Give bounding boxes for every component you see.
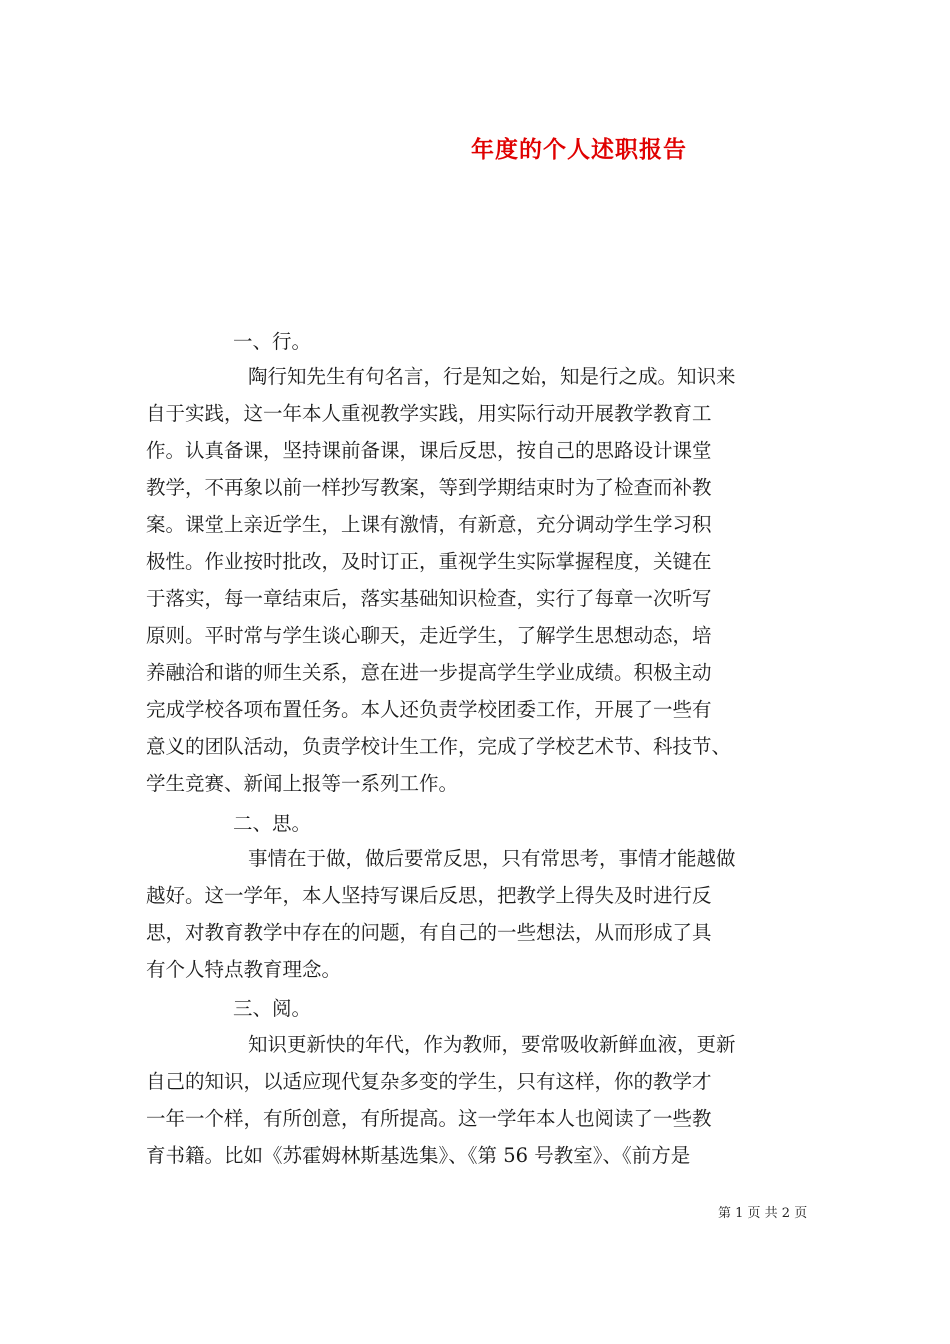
section-paragraph-2 [146,840,836,988]
paragraph-line: 教学，不再象以前一样抄写教案，等到学期结束时为了检查而补教 [146,476,712,499]
paragraph-line: 意义的团队活动，负责学校计生工作，完成了学校艺术节、科技节、 [146,735,732,758]
paragraph-line: 于落实，每一章结束后，落实基础知识检查，实行了每章一次听写 [146,587,712,610]
paragraph-line: 原则。平时常与学生谈心聊天，走近学生，了解学生思想动态，培 [146,624,712,647]
paragraph-line: 自于实践，这一年本人重视教学实践，用实际行动开展教学教育工 [146,402,712,425]
page-number-footer: 第 1 页 共 2 页 [718,1206,808,1221]
paragraph-line: 一年一个样，有所创意，有所提高。这一学年本人也阅读了一些教 [146,1107,712,1130]
paragraph-line: 案。课堂上亲近学生，上课有激情，有新意，充分调动学生学习积 [146,513,712,536]
paragraph-line: 极性。作业按时批改，及时订正，重视学生实际掌握程度，关键在 [146,550,712,573]
paragraph-line: 越好。这一学年，本人坚持写课后反思，把教学上得失及时进行反 [146,884,712,907]
paragraph-line: 事情在于做，做后要常反思，只有常思考，事情才能越做 [248,847,736,870]
section-heading-1: 一、行。 [233,330,312,353]
paragraph-line: 完成学校各项布置任务。本人还负责学校团委工作，开展了一些有 [146,698,712,721]
paragraph-line: 作。认真备课，坚持课前备课，课后反思，按自己的思路设计课堂 [146,439,712,462]
paragraph-line: 学生竞赛、新闻上报等一系列工作。 [146,772,459,795]
section-heading-3: 三、阅。 [233,997,312,1020]
paragraph-line: 知识更新快的年代，作为教师，要常吸收新鲜血液，更新 [248,1033,736,1056]
paragraph-line: 养融洽和谐的师生关系，意在进一步提高学生学业成绩。积极主动 [146,661,712,684]
paragraph-line: 陶行知先生有句名言，行是知之始，知是行之成。知识来 [248,365,736,388]
document-title: 年度的个人述职报告 [471,136,687,163]
paragraph-line: 思，对教育教学中存在的问题，有自己的一些想法，从而形成了具 [146,921,712,944]
section-paragraph-3 [146,1026,836,1174]
paragraph-line: 育书籍。比如《苏霍姆林斯基选集》、《第 56 号教室》、《前方是 [146,1144,691,1167]
paragraph-line: 有个人特点教育理念。 [146,958,342,981]
section-paragraph-1 [146,358,836,802]
paragraph-line: 自己的知识，以适应现代复杂多变的学生，只有这样，你的教学才 [146,1070,712,1093]
section-heading-2: 二、思。 [233,812,312,835]
